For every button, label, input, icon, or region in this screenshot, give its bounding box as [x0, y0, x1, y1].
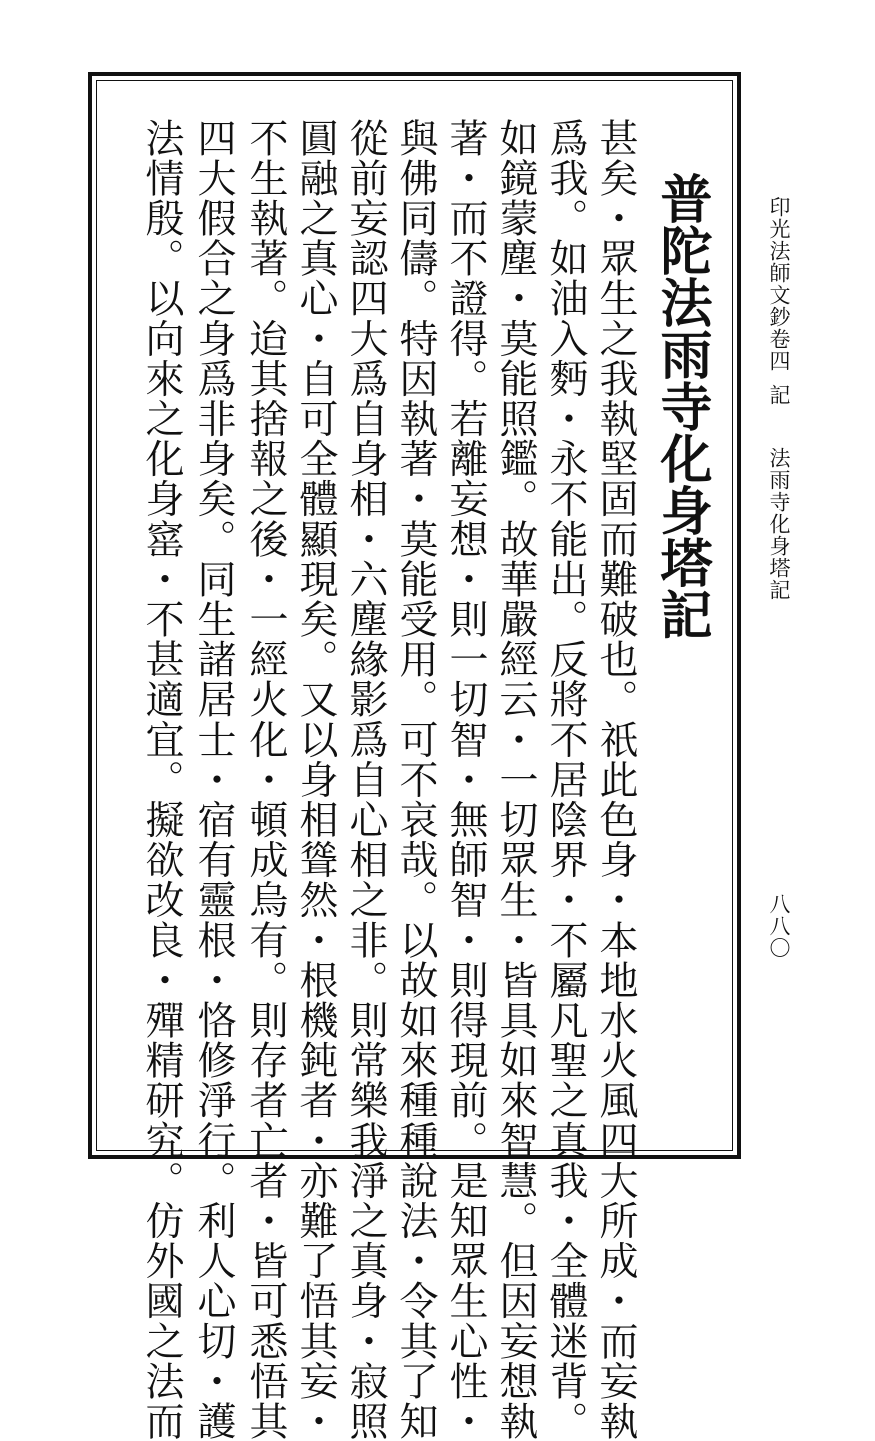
text-column-4: 著・而不證得。若離妄想・則一切智・無師智・則得現前。是知眾生心性・	[443, 118, 488, 1441]
text-column-5: 與佛同儔。特因執著・莫能受用。可不哀哉。以故如來種種說法・令其了知	[393, 118, 438, 1441]
text-column-8: 不生執著。迨其捨報之後・一經火化・頓成烏有。則存者亡者・皆可悉悟其	[243, 118, 288, 1441]
page-number: 八八〇	[767, 893, 791, 959]
text-column-9: 四大假合之身爲非身矣。同生諸居士・宿有靈根・恪修淨行。利人心切・護	[191, 118, 236, 1441]
article-title: 普陀法雨寺化身塔記	[651, 172, 712, 640]
text-column-2: 爲我。如油入麪・永不能出。反將不居陰界・不屬凡聖之真我・全體迷背。	[543, 118, 588, 1441]
text-column-1: 甚矣・眾生之我執堅固而難破也。祇此色身・本地水火風四大所成・而妄執	[593, 118, 638, 1441]
section-label: 記	[767, 384, 791, 406]
text-column-6: 從前妄認四大爲自身相・六塵緣影爲自心相之非。則常樂我淨之真身・寂照	[343, 118, 388, 1441]
text-column-3: 如鏡蒙塵・莫能照鑑。故華嚴經云・一切眾生・皆具如來智慧。但因妄想執	[493, 118, 538, 1441]
text-column-10: 法情殷。以向來之化身窰・不甚適宜。擬欲改良・殫精研究。仿外國之法而	[139, 118, 184, 1441]
book-title: 印光法師文鈔卷四	[767, 196, 791, 372]
chapter-title: 法雨寺化身塔記	[767, 447, 791, 601]
text-column-7: 圓融之真心・自可全體顯現矣。又以身相聳然・根機鈍者・亦難了悟其妄・	[293, 118, 338, 1441]
